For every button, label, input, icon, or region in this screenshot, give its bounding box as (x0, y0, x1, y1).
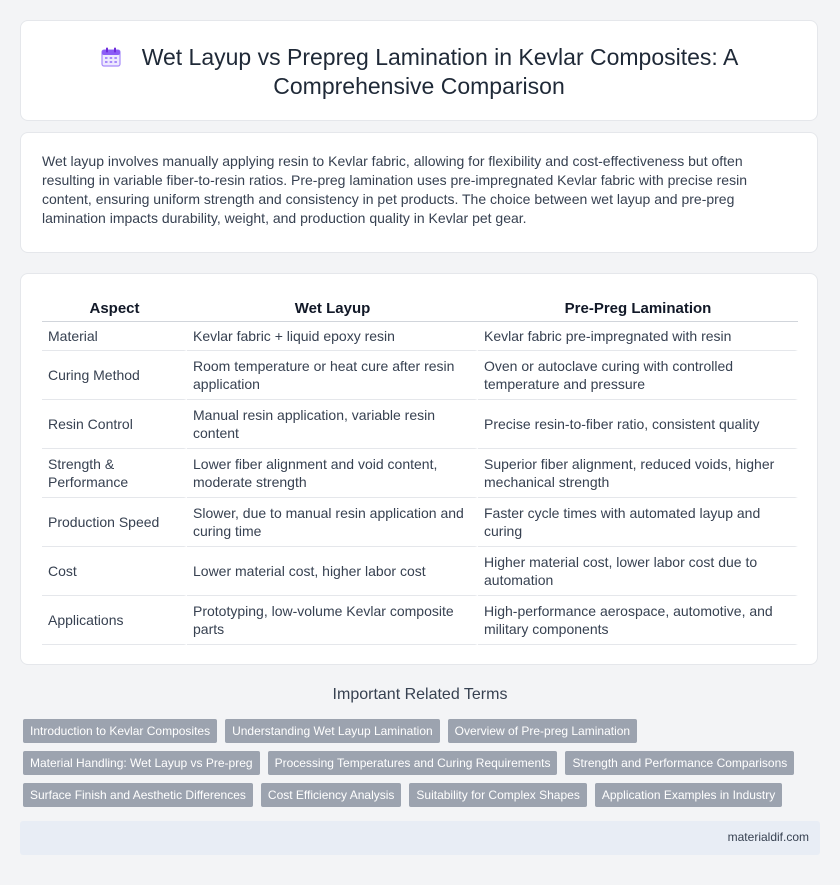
row-prepreg: Superior fiber alignment, reduced voids, higher mechanical strength (478, 449, 798, 498)
related-term-tag[interactable]: Material Handling: Wet Layup vs Pre-preg (23, 751, 260, 775)
related-term-tag[interactable]: Cost Efficiency Analysis (261, 783, 402, 807)
row-wet-layup: Room temperature or heat cure after resin application (187, 351, 478, 400)
row-aspect: Cost (42, 547, 187, 596)
related-terms-list (23, 719, 803, 807)
table-row (42, 596, 798, 645)
table-row (42, 322, 798, 351)
row-wet-layup: Lower fiber alignment and void content, moderate strength (187, 449, 478, 498)
footer (20, 821, 820, 855)
header-prepreg: Pre-Preg Lamination (478, 295, 798, 322)
row-prepreg: Faster cycle times with automated layup and curing (478, 498, 798, 547)
related-term-tag[interactable]: Strength and Performance Comparisons (565, 751, 794, 775)
row-prepreg: High-performance aerospace, automotive, and military components (478, 596, 798, 645)
comparison-card (20, 273, 818, 665)
table-header-row (42, 295, 798, 322)
related-term-tag[interactable]: Understanding Wet Layup Lamination (225, 719, 440, 743)
row-wet-layup: Slower, due to manual resin application and curing time (187, 498, 478, 547)
row-aspect: Curing Method (42, 351, 187, 400)
row-wet-layup: Prototyping, low-volume Kevlar composite parts (187, 596, 478, 645)
intro-card (20, 132, 818, 253)
row-aspect: Applications (42, 596, 187, 645)
related-term-tag[interactable]: Overview of Pre-preg Lamination (448, 719, 637, 743)
row-aspect: Resin Control (42, 400, 187, 449)
title-card (20, 20, 818, 121)
title-line-1: Wet Layup vs Prepreg Lamination in Kevlar Composites: A (141, 44, 739, 70)
footer-site-link[interactable]: materialdif.com (727, 830, 809, 844)
table-row (42, 351, 798, 400)
row-prepreg: Oven or autoclave curing with controlled temperature and pressure (478, 351, 798, 400)
row-wet-layup: Manual resin application, variable resin content (187, 400, 478, 449)
row-aspect: Strength & Performance (42, 449, 187, 498)
table-row (42, 449, 798, 498)
table-row (42, 498, 798, 547)
row-aspect: Material (42, 322, 187, 351)
intro-paragraph: Wet layup involves manually applying resin to Kevlar fabric, allowing for flexibility and cost-effectiveness but often resulting in variable fiber-to-resin ratios. Pre-preg lamination uses pre-impregnated Kevlar fabric with precise resin content, ensuring uniform strength and consistency in pet products. The choice between wet layup and pre-preg lamination impacts durability, weight, and production quality in Kevlar pet gear. (42, 153, 747, 226)
related-term-tag[interactable]: Suitability for Complex Shapes (409, 783, 586, 807)
row-wet-layup: Kevlar fabric + liquid epoxy resin (187, 322, 478, 351)
header-wet-layup: Wet Layup (187, 295, 478, 322)
related-terms-heading: Important Related Terms (332, 686, 508, 703)
title-line-2: Comprehensive Comparison (273, 73, 565, 99)
calendar-icon (100, 46, 122, 68)
related-term-tag[interactable]: Processing Temperatures and Curing Requirements (268, 751, 558, 775)
table-row (42, 547, 798, 596)
page-title (81, 43, 757, 101)
related-term-tag[interactable]: Introduction to Kevlar Composites (23, 719, 217, 743)
row-prepreg: Precise resin-to-fiber ratio, consistent quality (478, 400, 798, 449)
row-wet-layup: Lower material cost, higher labor cost (187, 547, 478, 596)
header-aspect: Aspect (42, 295, 187, 322)
row-prepreg: Kevlar fabric pre-impregnated with resin (478, 322, 798, 351)
table-row (42, 400, 798, 449)
row-aspect: Production Speed (42, 498, 187, 547)
related-term-tag[interactable]: Application Examples in Industry (595, 783, 782, 807)
comparison-table (42, 295, 798, 645)
row-prepreg: Higher material cost, lower labor cost due to automation (478, 547, 798, 596)
related-term-tag[interactable]: Surface Finish and Aesthetic Differences (23, 783, 253, 807)
